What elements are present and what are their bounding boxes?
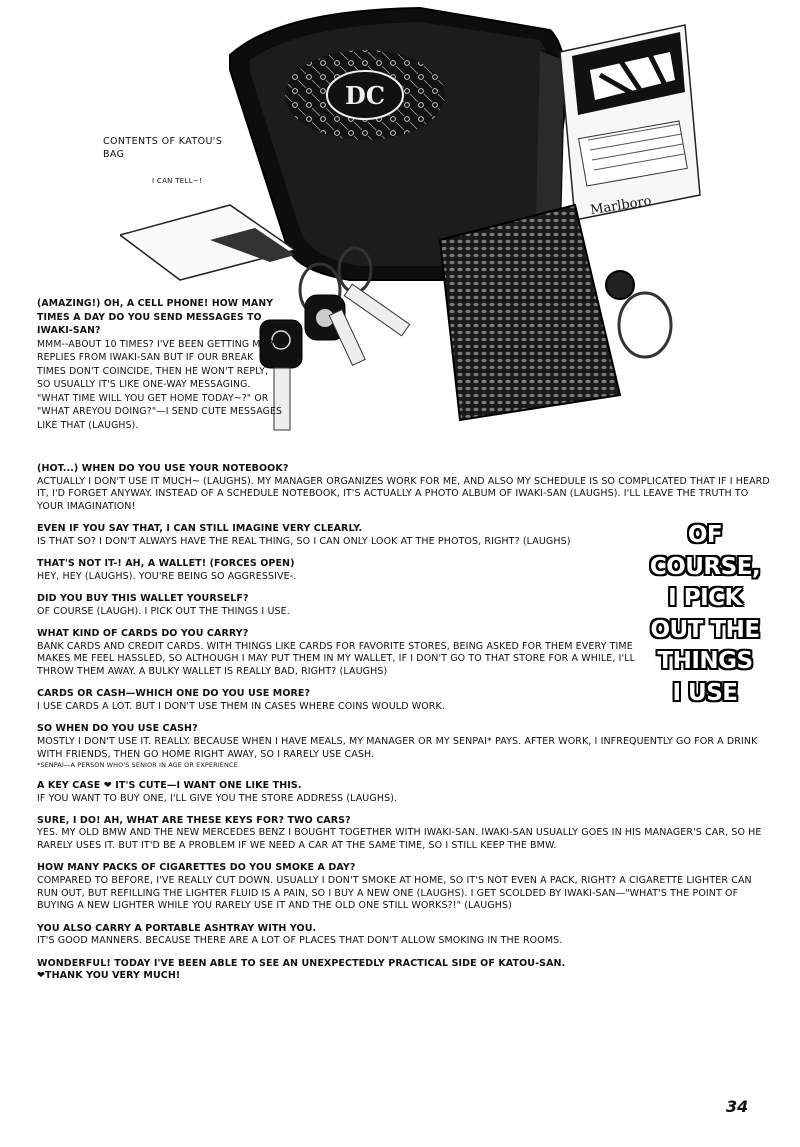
question: DID YOU BUY THIS WALLET YOURSELF? — [37, 593, 249, 605]
card — [120, 205, 295, 280]
question: WONDERFUL! TODAY I'VE BEEN ABLE TO SEE AN UNEXPECTEDLY PRACTICAL SIDE OF KATOU-SAN. — [37, 957, 566, 969]
answer: HEY, HEY (LAUGHS). YOU'RE BEING SO AGGRESSIVE-. — [37, 570, 297, 582]
page-number: 34 — [726, 1097, 749, 1116]
answer: COMPARED TO BEFORE, I'VE REALLY CUT DOWN. USUALLY I DON'T SMOKE AT HOME, SO IT'S NOT EVEN A PACK, RIGHT? A CIGARETTE LIGHTER CAN RUN OUT, BUT REFILLING THE LIGHTER FLUID IS A PAIN, SO I BUY A NEW ONE (LAUGHS). I GET SCOLDED BY IWAKI-SAN—"WHAT'S THE POINT OF BUYING A NEW LIGHTER WHILE YOU RARELY USE IT AND THE OLD ONE STILL WORKS?!" (LAUGHS) — [37, 875, 752, 912]
question: (HOT...) WHEN DO YOU USE YOUR NOTEBOOK? — [37, 463, 289, 474]
answer: MMM--ABOUT 10 TIMES? I'VE BEEN GETTING MORE REPLIES FROM IWAKI-SAN BUT IF OUR BREAK TIMES DON'T COINCIDE, THEN HE WON'T REPLY, SO USUALLY IT'S LIKE ONE-WAY MESSAGING. "WHAT TIME WILL YOU GET HOME TODAY~?" OR "WHAT AREYOU DOING?"—I SEND CUTE MESSAGES LIKE THAT (LAUGHS). — [37, 338, 283, 431]
answer: ❤THANK YOU VERY MUCH! — [37, 970, 181, 982]
answer: IS THAT SO? I DON'T ALWAYS HAVE THE REAL THING, SO I CAN ONLY LOOK AT THE PHOTOS, RIGHT? (LAUGHS) — [37, 536, 571, 548]
answer: YES. MY OLD BMW AND THE NEW MERCEDES BENZ I BOUGHT TOGETHER WITH IWAKI-SAN. IWAKI-SAN USUALLY GOES IN HIS MANAGER'S CAR, SO HE RARELY USES IT. BUT IT'D BE A PROBLEM IF WE NEED A CAR AT THE SAME TIME, SO I STILL KEEP THE BMW. — [37, 827, 762, 852]
wallet-emblem: DC — [345, 81, 385, 110]
question: THAT'S NOT IT-! AH, A WALLET! (FORCES OPEN) — [37, 558, 295, 570]
qa-item — [37, 958, 772, 983]
qa-item — [37, 593, 649, 618]
pull-quote-line: OUT THE — [650, 616, 760, 643]
qa-item — [37, 780, 772, 805]
question: YOU ALSO CARRY A PORTABLE ASHTRAY WITH YOU. — [37, 922, 317, 934]
cigarette-pack — [560, 25, 700, 220]
pull-quote — [630, 520, 780, 709]
question: WHAT KIND OF CARDS DO YOU CARRY? — [37, 628, 249, 640]
question: SURE, I DO! AH, WHAT ARE THESE KEYS FOR? TWO CARS? — [37, 814, 351, 826]
pull-quote-line: OF — [687, 522, 723, 548]
answer: BANK CARDS AND CREDIT CARDS. WITH THINGS LIKE CARDS FOR FAVORITE STORES, BEING ASKED FOR THEM EVERY TIME MAKES ME FEEL HASSLED, SO ALTHOUGH I MAY PUT THEM IN MY WALLET, IF I DON'T GO TO THAT STORE FOR A WHILE, I'LL THROW THEM AWAY. A BULKY WALLET IS REALLY BAD, RIGHT? (LAUGHS) — [37, 640, 635, 678]
pull-quote-line: I PICK — [668, 585, 742, 611]
answer: ACTUALLY I DON'T USE IT MUCH~ (LAUGHS). MY MANAGER ORGANIZES WORK FOR ME, AND ALSO MY SCHEDULE IS SO COMPLICATED THAT IF I HEARD IT, I'D FORGET ANYWAY. INSTEAD OF A SCHEDULE NOTEBOOK, IT'S ACTUALLY A PHOTO ALBUM OF IWAKI-SAN (LAUGHS). I'LL LEAVE THE TRUTH TO YOUR IMAGINATION! — [37, 475, 770, 513]
illustration-caption: CONTENTS OF KATOU'S BAG — [103, 136, 223, 160]
question: HOW MANY PACKS OF CIGARETTES DO YOU SMOKE A DAY? — [37, 862, 356, 874]
card-case — [440, 205, 671, 420]
question: CARDS OR CASH—WHICH ONE DO YOU USE MORE? — [37, 688, 311, 700]
qa-item — [37, 923, 772, 948]
question: (AMAZING!) OH, A CELL PHONE! HOW MANY TIMES A DAY DO YOU SEND MESSAGES TO IWAKI-SAN? — [37, 298, 274, 336]
answer: MOSTLY I DON'T USE IT. REALLY. BECAUSE WHEN I HAVE MEALS, MY MANAGER OR MY SENPAI* PAYS. AFTER WORK, I INFREQUENTLY GO FOR A DRINK WITH FRIENDS, THEN GO HOME RIGHT AWAY, SO I RARELY USE CASH. — [37, 735, 758, 760]
pull-quote-line: THINGS — [657, 648, 753, 674]
answer: IF YOU WANT TO BUY ONE, I'LL GIVE YOU THE STORE ADDRESS (LAUGHS). — [37, 792, 398, 804]
question: A KEY CASE ❤ IT'S CUTE—I WANT ONE LIKE THIS. — [37, 779, 302, 791]
cigarette-brand: Marlboro — [589, 193, 653, 219]
question: EVEN IF YOU SAY THAT, I CAN STILL IMAGINE VERY CLEARLY. — [37, 523, 363, 535]
answer: IT'S GOOD MANNERS. BECAUSE THERE ARE A LOT OF PLACES THAT DON'T ALLOW SMOKING IN THE ROOMS. — [37, 935, 563, 947]
qa-item — [37, 862, 772, 913]
pull-quote-line: I USE — [672, 679, 738, 706]
question: SO WHEN DO YOU USE CASH? — [37, 723, 198, 735]
footnote: *SENPAI—A PERSON WHO'S SENIOR IN AGE OR EXPERIENCE — [37, 761, 238, 770]
qa-item — [37, 523, 649, 548]
qa-item — [37, 723, 772, 770]
qa-item — [37, 463, 772, 514]
answer: OF COURSE (LAUGH). I PICK OUT THE THINGS I USE. — [37, 605, 290, 617]
illustration-caption-small: I CAN TELL~! — [152, 177, 203, 185]
qa-item — [37, 815, 772, 853]
qa-item — [37, 628, 665, 679]
intro-qa — [37, 297, 283, 432]
answer: I USE CARDS A LOT. BUT I DON'T USE THEM IN CASES WHERE COINS WOULD WORK. — [37, 701, 445, 713]
qa-item — [37, 558, 649, 583]
pull-quote-line: COURSE, — [649, 553, 761, 580]
